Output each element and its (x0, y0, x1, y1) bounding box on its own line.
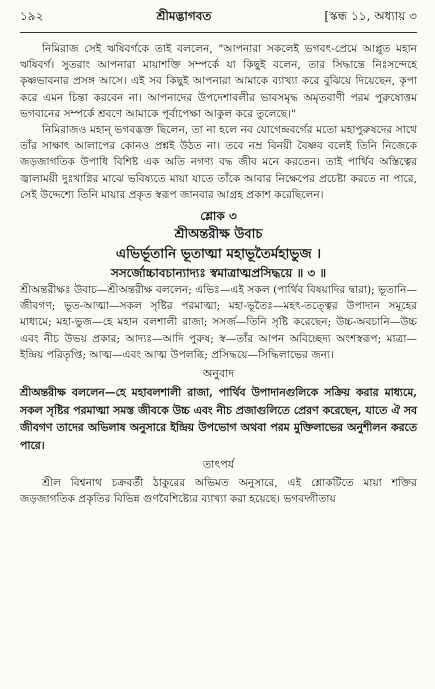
section-reference: [স্কন্ধ ১১, অধ্যায় ৩ (324, 9, 417, 23)
intro-paragraph-2: নিমিরাজও মহান্ ভগবদ্ভক্ত ছিলেন, তা না হলে নব যোগেন্দ্রবর্গের মতো মহাপুরুষদের সাথে তাঁর সাক্ষাৎ আলাপের কোনও প্রশ্নই উঠত না। তবে নম্র বিনয়ী বৈষ্ণব বলেই তিনি নিজেকে জড়জাগতিক উপাধি বিশিষ্ট এক অতি নগণ্য বদ্ধ জীব মনে করতেন। তাই পার্থিব অস্তিত্বের জ্বালাময়ী দুঃখাগ্নির মাঝে ভবিষ্যতে মায়া যাতে তাঁকে আবার নিক্ষেপের প্রচেষ্টা করতে না পারে, সেই উদ্দেশ্যে তিনি মায়ার প্রকৃত স্বরূপ জানবার আগ্রহ প্রকাশ করেছিলেন। (20, 124, 417, 201)
header-divider (20, 32, 417, 33)
translation-label: অনুবাদ (202, 367, 235, 381)
purport-text: শ্রীল বিশ্বনাথ চক্রবর্তী ঠাকুরের অভিমত অনুসারে, এই শ্লোকটিতে মায়া শক্তির জড়জাগতিক প্রকৃতির বিভিন্ন গুণবৈশিষ্ট্যের ব্যাখ্যা করা হয়েছে। ভগবদ্গীতায় (20, 477, 417, 506)
verse-line-1: এভির্ভূতানি ভূতাত্মা মহাভূতৈর্মহাভুজ । (115, 246, 322, 263)
intro-paragraph-1: নিমিরাজ সেই ঋষিবর্গকে তাই বললেন, "আপনারা সকলেই ভগবৎ-প্রেমে আপ্লুত মহান ঋষিবর্গ। সুতরাং আপনারা মায়াশক্তি সম্পর্কে যা কিছুই বলেন, তার সিদ্ধান্তে নিঃসন্দেহে কৃষ্ণভাবনার প্রসঙ্গ আসে। এই সব কিছুই আপনারা আমাকে ব্যাখ্যা করে বুঝিয়ে দিয়েছেন, কৃপা করে এমন চিন্তা করবেন না। আপনাদের উপদেশাবলীর ভাবসমৃদ্ধ অমৃতবাণী পরম পুরুষোত্তম ভগবানের সম্পর্কে শ্রবণে আমাকে পূর্বাপেক্ষা আকুল করে তুলেছে।" (20, 43, 417, 120)
verse-label: শ্লোক ৩ (200, 209, 237, 224)
translation-text: শ্রীঅন্তরীক্ষ বললেন—হে মহাবলশালী রাজা, পার্থিব উপাদানগুলিকে সক্রিয় করার মাধ্যমে, সকল সৃষ্টির পরমাত্মা সমস্ত জীবকে উচ্চ এবং নীচ প্রজাগুলিতে প্রেরণ করেছেন, যাতে ঐ সব জীবগণ তাদের অভিলাষ অনুসারে ইন্দ্রিয় উপভোগ অথবা পরম মুক্তিলাভের অনুশীলন করতে পারে। (20, 386, 417, 452)
verse-speaker: শ্রীঅন্তরীক্ষ উবাচ (174, 227, 263, 243)
book-title: শ্রীমদ্ভাগবত (156, 9, 212, 23)
purport-label: তাৎপর্য (202, 458, 235, 472)
synonyms-paragraph: শ্রীঅন্তরীক্ষঃ উবাচ—শ্রীঅন্তরীক্ষ বললেন; এভিঃ—এই সকল (পার্থিব বিষয়াদির দ্বারা); ভূতানি—জীবগণ; ভূত-আত্মা—সকল সৃষ্টির পরমাত্মা; মহা-ভূতৈঃ—মহৎ-তত্ত্বের উপাদান সমূহের মাধ্যমে; মহা-ভুজ—হে মহান বলশালী রাজা; সসর্জ—তিনি সৃষ্টি করেছেন; উচ্চ-অবচানি—উচ্চ এবং নীচ উভয় প্রকার; আদ্যঃ—আদি পুরুষ; স্ব—তাঁর আপন অবিচ্ছেদ্য অংশস্বরূপ; মাত্রা—ইন্দ্রিয় পরিতৃপ্তি; আত্ম—এবং আত্ম উপলব্ধি; প্রসিদ্ধয়ে—সিদ্ধিলাভের জন্য। (20, 284, 417, 361)
page-header (20, 8, 417, 30)
page-number: ১৯২ (20, 9, 44, 23)
translation-block (20, 384, 417, 454)
verse-line-2: সসর্জোচ্চাবচান্যাদ্যঃ স্বমাত্রাত্মপ্রসিদ্ধয়ে ॥ ৩ ॥ (110, 266, 327, 281)
